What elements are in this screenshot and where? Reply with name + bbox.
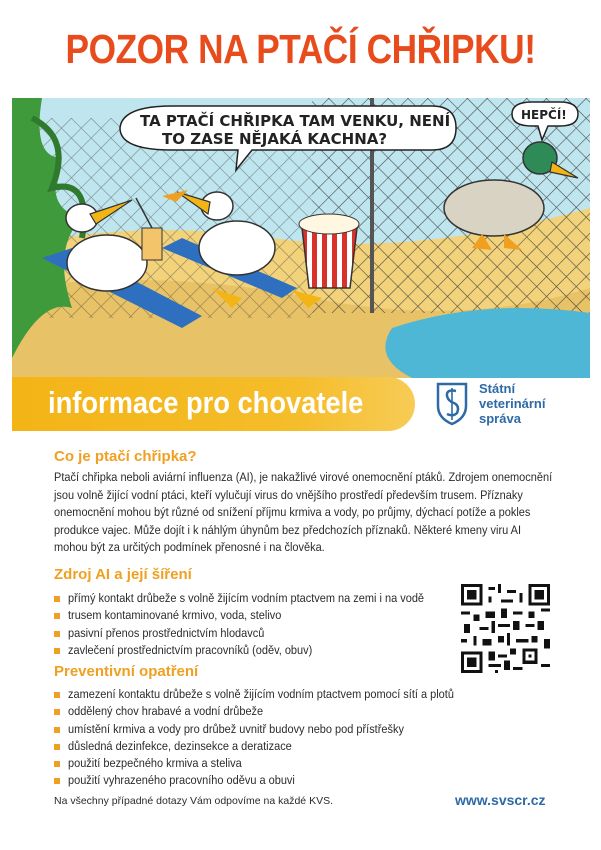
source-list: [54, 590, 464, 659]
bullet-icon: [54, 778, 60, 784]
list-item: pasivní přenos prostřednictvím hlodavců: [54, 625, 464, 642]
cartoon-illustration: [12, 98, 590, 378]
list-item: přímý kontakt drůbeže s volně žijícím vodním ptactvem na zemi i na vodě: [54, 590, 464, 607]
bullet-icon: [54, 727, 60, 733]
page-title: POZOR NA PTAČÍ CHŘIPKU!: [65, 26, 536, 72]
intro-paragraph: [54, 469, 554, 557]
footer-note: Na všechny případné dotazy Vám odpovíme na každé KVS.: [54, 795, 333, 807]
heading-prevention: Preventivní opatření: [54, 663, 199, 680]
list-item: zamezení kontaktu drůbeže s volně žijícím vodním ptactvem pomocí sítí a plotů: [54, 686, 497, 703]
bullet-icon: [54, 709, 60, 715]
bullet-icon: [54, 648, 60, 654]
list-item: použití vyhrazeného pracovního oděvu a obuvi: [54, 772, 497, 789]
logo-line2: veterinární: [479, 396, 546, 411]
bubble-right: HEPČÍ!: [521, 108, 567, 122]
bullet-icon: [54, 761, 60, 767]
info-banner: [12, 377, 415, 431]
bullet-icon: [54, 596, 60, 602]
list-item: umístění krmiva a vody pro drůbež uvnitř budovy nebo pod přístřešky: [54, 721, 497, 738]
bullet-icon: [54, 613, 60, 619]
list-item: důsledná dezinfekce, dezinsekce a deratizace: [54, 738, 497, 755]
bullet-icon: [54, 744, 60, 750]
para-line: onemocnění mohou být různé od snížení příjmu krmiva a vody, po průjmy, dýchací potíže a pokles: [54, 505, 531, 519]
para-line: mohou být za určitých podmínek přenosné i na člověka.: [54, 540, 325, 554]
prevention-list: [54, 686, 497, 790]
para-line: Ptačí chřipka neboli aviární influenza (AI), je nakažlivé virové onemocnění ptáků. Zdrojem onemocnění: [54, 470, 553, 484]
heading-source: Zdroj AI a její šíření: [54, 566, 192, 583]
bullet-icon: [54, 631, 60, 637]
website-link[interactable]: www.svscr.cz: [455, 792, 546, 808]
para-line: jsou volně žijící vodní ptáci, kteří vylučují virus do vnějšího prostředí především trusem. Příznaky: [54, 487, 523, 502]
bullet-icon: [54, 692, 60, 698]
list-item: použití bezpečného krmiva a steliva: [54, 755, 497, 772]
qr-code-icon: [461, 584, 550, 673]
bubble-left-line2: TO ZASE NĚJAKÁ KACHNA?: [162, 130, 388, 148]
logo-text: [479, 381, 545, 426]
para-line: produkce vajec. Může dojít i k náhlým úhynům bez předchozích příznaků. Některé kmeny viru AI: [54, 522, 522, 537]
list-item: oddělený chov hrabavé a vodní drůbeže: [54, 703, 497, 720]
banner-text: informace pro chovatele: [48, 385, 364, 420]
logo-line3: správa: [479, 411, 521, 426]
svs-logo-icon: [436, 382, 468, 426]
heading-what-is: Co je ptačí chřipka?: [54, 448, 197, 465]
bubble-left-line1: TA PTAČÍ CHŘIPKA TAM VENKU, NENÍ: [140, 112, 451, 130]
list-item: trusem kontaminované krmivo, voda, stelivo: [54, 607, 464, 624]
cartoon-scene: [12, 98, 590, 378]
logo-line1: Státní: [479, 381, 516, 396]
list-item: zavlečení prostřednictvím pracovníků (oděv, obuv): [54, 642, 464, 659]
